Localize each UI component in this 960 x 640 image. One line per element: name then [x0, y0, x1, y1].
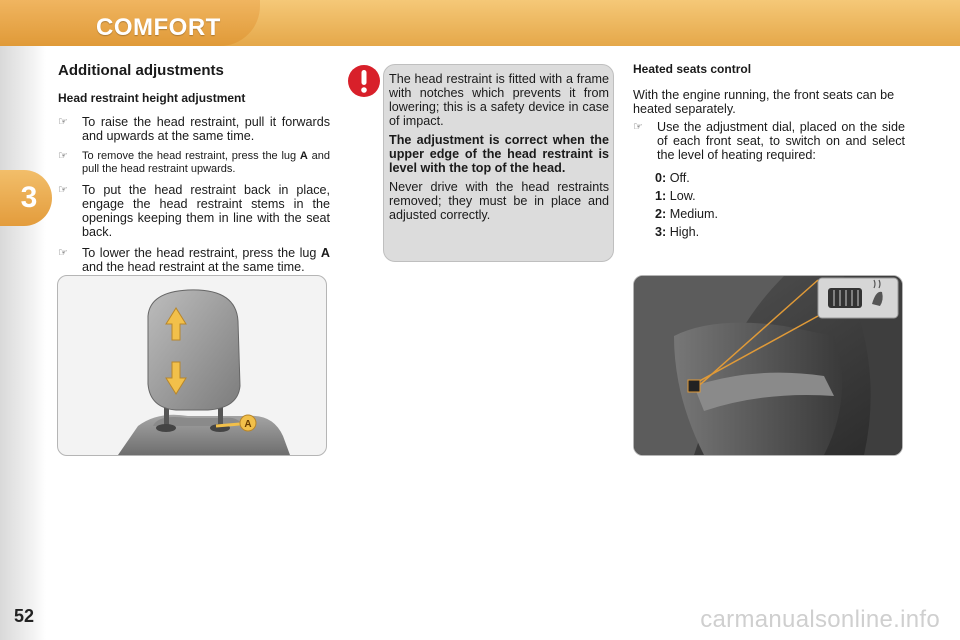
head-restraint-illustration: [57, 275, 327, 456]
list-item: ☞ To lower the head restraint, press the lug A and the head restraint at the same time.: [58, 246, 330, 274]
side-band: [0, 0, 46, 640]
heating-levels: [655, 169, 905, 241]
heated-seats-title: Heated seats control: [633, 62, 752, 76]
section-title: Additional adjustments: [58, 62, 224, 79]
page-title: COMFORT: [96, 14, 221, 41]
list-item: ☞ Use the adjustment dial, placed on the side of each front seat, to switch on and select the level of heating required:: [633, 120, 905, 162]
heating-level: 3: High.: [655, 225, 700, 239]
warning-box: [383, 64, 614, 262]
pointing-hand-icon: ☞: [58, 247, 68, 259]
page-number: 52: [14, 606, 35, 626]
heating-level: 0: Off.: [655, 171, 690, 185]
list-item: ☞ To remove the head restraint, press the lug A and pull the head restraint upwards.: [58, 150, 330, 175]
pointing-hand-icon: ☞: [58, 184, 68, 196]
pointing-hand-icon: ☞: [58, 116, 68, 128]
heating-level: 1: Low.: [655, 189, 696, 203]
heated-seats-column: [633, 62, 905, 241]
pointing-hand-icon: ☞: [58, 150, 68, 162]
heated-seats-intro: With the engine running, the front seats can be heated separately.: [633, 88, 895, 116]
head-restraint-column: [58, 62, 330, 281]
subsection-title: Head restraint height adjustment: [58, 91, 246, 105]
heated-seat-dial-photo: [633, 275, 903, 456]
pointing-hand-icon: ☞: [633, 121, 643, 133]
list-item: ☞ To raise the head restraint, pull it forwards and upwards at the same time.: [58, 115, 330, 143]
watermark: carmanualsonline.info: [700, 606, 940, 633]
warning-text: The head restraint is fitted with a frame with notches which prevents it from lowering; this is a safety device in case of impact.: [389, 72, 609, 128]
exclamation-warning-icon: [347, 64, 381, 98]
warning-text: Never drive with the head restraints removed; they must be in place and adjusted correctly.: [389, 180, 609, 222]
chapter-tab: 3: [0, 170, 52, 226]
lug-label: A: [244, 419, 252, 430]
warning-text-bold: The adjustment is correct when the upper edge of the head restraint is level with the top of the head.: [389, 133, 609, 175]
heating-level: 2: Medium.: [655, 207, 718, 221]
list-item: ☞ To put the head restraint back in place, engage the head restraint stems in the openings keeping them in line with the seat back.: [58, 183, 330, 239]
